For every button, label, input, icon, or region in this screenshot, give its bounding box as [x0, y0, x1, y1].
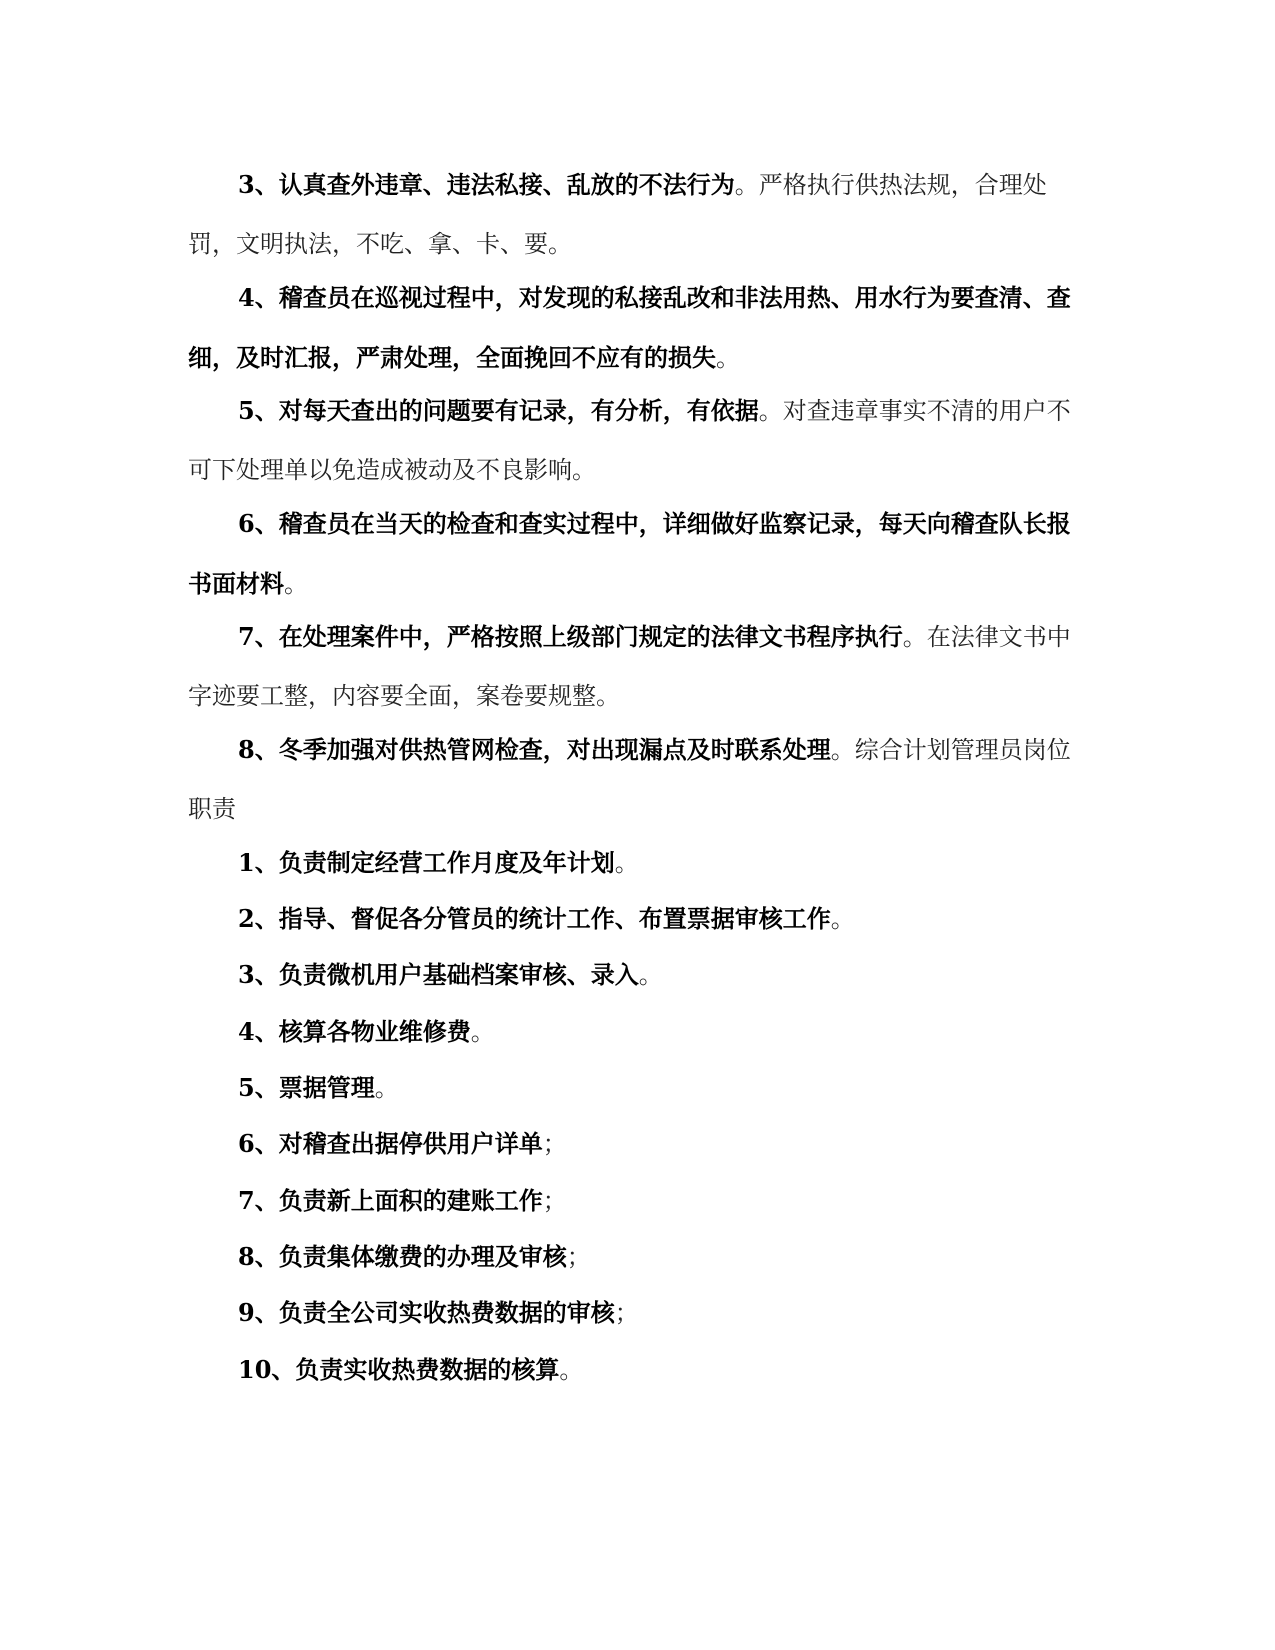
duty-item-4: 4、核算各物业维修费。 — [238, 1017, 495, 1046]
duty-item-5: 5、票据管理。 — [238, 1073, 399, 1102]
paragraph-6-report: 6、稽查员在当天的检查和查实过程中，详细做好监察记录，每天向稽查队长报书面材料。 — [188, 509, 1071, 598]
duty-item-1: 1、负责制定经营工作月度及年计划。 — [238, 848, 639, 877]
paragraph-7-legal-docs: 7、在处理案件中，严格按照上级部门规定的法律文书程序执行。在法律文书中字迹要工整，内容要全面，案卷要规整。 — [188, 622, 1071, 710]
duty-item-6: 6、对稽查出据停供用户详单； — [238, 1129, 567, 1158]
duty-item-8: 8、负责集体缴费的办理及审核； — [238, 1242, 591, 1271]
paragraph-5-records: 5、对每天查出的问题要有记录，有分析，有依据。对查违章事实不清的用户不可下处理单以免造成被动及不良影响。 — [188, 396, 1071, 484]
duty-item-3: 3、负责微机用户基础档案审核、录入。 — [238, 960, 663, 989]
paragraph-8-winter-network: 8、冬季加强对供热管网检查，对出现漏点及时联系处理。综合计划管理员岗位职责 — [188, 735, 1071, 823]
duty-item-7: 7、负责新上面积的建账工作； — [238, 1186, 567, 1215]
duty-item-2: 2、指导、督促各分管员的统计工作、布置票据审核工作。 — [238, 904, 855, 933]
paragraph-4-patrol: 4、稽查员在巡视过程中，对发现的私接乱改和非法用热、用水行为要查清、查细，及时汇报，严肃处理，全面挽回不应有的损失。 — [188, 283, 1071, 372]
duty-item-9: 9、负责全公司实收热费数据的审核； — [238, 1298, 639, 1327]
duty-item-10: 10、负责实收热费数据的核算。 — [238, 1355, 584, 1384]
paragraph-3-inspection: 3、认真查外违章、违法私接、乱放的不法行为。严格执行供热法规，合理处罚，文明执法，不吃、拿、卡、要。 — [188, 170, 1047, 258]
